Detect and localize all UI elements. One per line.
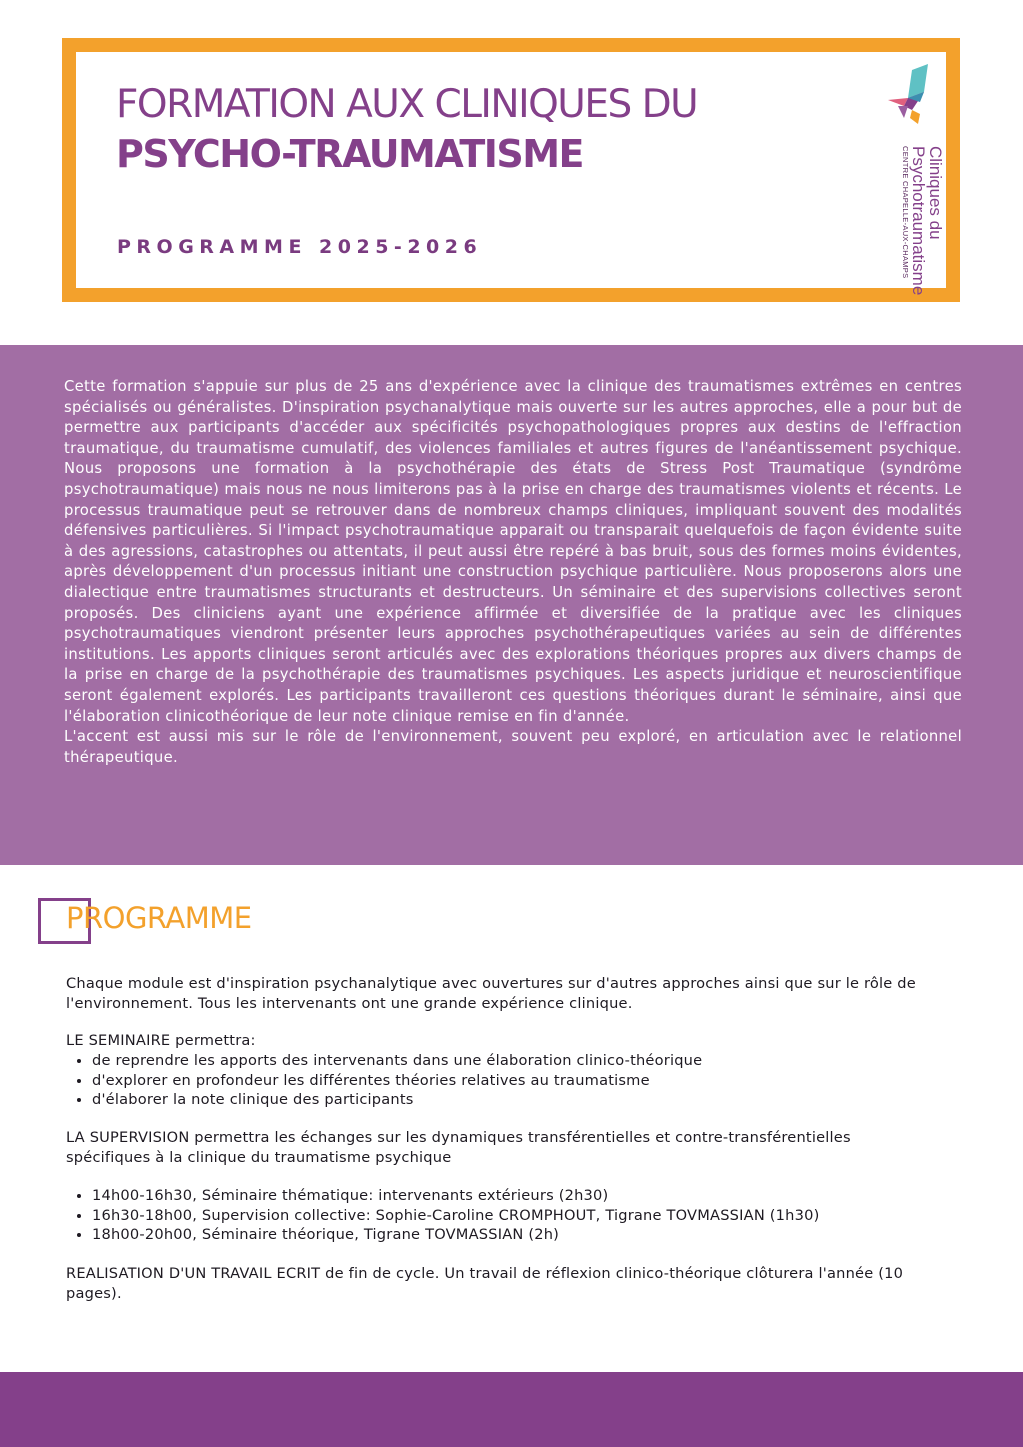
header-frame bbox=[62, 38, 960, 302]
logo-line-1: Cliniques du bbox=[926, 146, 945, 240]
logo-line-3: CENTRE CHAPELLE-AUX-CHAMPS bbox=[901, 146, 910, 279]
origami-bird-icon bbox=[874, 62, 934, 132]
schedule-item: • 16h30-18h00, Supervision collective: Sophie-Caroline CROMPHOUT, Tigrane TOVMASSIAN (1h30) bbox=[92, 1206, 819, 1226]
title-line-2: PSYCHO-TRAUMATISME bbox=[116, 132, 584, 176]
travail-text: de fin de cycle. Un travail de réflexion clinico-théorique clôturera l'année (10 pages). bbox=[66, 1265, 904, 1302]
seminaire-list bbox=[66, 1051, 702, 1110]
schedule-list bbox=[66, 1186, 819, 1245]
list-item: • de reprendre les apports des intervenants dans une élaboration clinico-théorique bbox=[92, 1051, 702, 1071]
travail-label: REALISATION D'UN TRAVAIL ECRIT bbox=[66, 1265, 321, 1282]
intro-section bbox=[0, 345, 1023, 865]
schedule-item: • 18h00-20h00, Séminaire théorique, Tigrane TOVMASSIAN (2h) bbox=[92, 1225, 819, 1245]
programme-year: PROGRAMME 2025-2026 bbox=[117, 236, 483, 258]
supervision-text: LA SUPERVISION permettra les échanges sur les dynamiques transférentielles et contre-transférentielles spécifiques à la clinique du traumatisme psychique bbox=[66, 1129, 851, 1166]
list-item: • d'explorer en profondeur les différentes théories relatives au traumatisme bbox=[92, 1071, 702, 1091]
programme-intro: Chaque module est d'inspiration psychanalytique avec ouvertures sur d'autres approches ainsi que sur le rôle de l'environnement. Tous les intervenants ont une grande expérience clinique. bbox=[66, 975, 916, 1012]
intro-text-environment: L'accent est aussi mis sur le rôle de l'environnement, souvent peu exploré, en articulation avec le relationnel thérapeutique. bbox=[64, 728, 962, 766]
programme-heading: PROGRAMME bbox=[66, 901, 252, 935]
list-item: • d'élaborer la note clinique des participants bbox=[92, 1090, 702, 1110]
logo-wordmark bbox=[900, 146, 944, 295]
clinic-logo bbox=[874, 62, 948, 296]
seminaire-label: LE SEMINAIRE permettra: bbox=[66, 1032, 256, 1049]
schedule-item: • 14h00-16h30, Séminaire thématique: intervenants extérieurs (2h30) bbox=[92, 1186, 819, 1206]
travail-ecrit bbox=[66, 1264, 926, 1303]
title-line-1: FORMATION AUX CLINIQUES DU bbox=[116, 82, 698, 127]
intro-text-main: Cette formation s'appuie sur plus de 25 ans d'expérience avec la clinique des traumatismes extrêmes en centres spécialisés ou généralistes. D'inspiration psychanalytique mais ouverte sur les autres approches, elle a pour but de permettre aux participants d'accéder aux spécificités psychopathologiques propres aux destins de l'effraction traumatique, du traumatisme cumulatif, des violences familiales et autres figures de l'anéantissement psychique. Nous proposons une formation à la psychothérapie des états de Stress Post Traumatique (syndrôme psychotraumatique) mais nous ne nous limiterons pas à la prise en charge des traumatismes violents et récents. Le processus traumatique peut se retrouver dans de nombreux champs cliniques, impliquant souvent des modalités défensives particulières. Si l'impact psychotraumatique apparait ou transparait quelquefois de façon évidente suite à des agressions, catastrophes ou attentats, il peut aussi être repéré à bas bruit, sous des formes moins évidentes, après développement d'un processus initiant une construction psychique particulière. Nous proposerons alors une dialectique entre traumatismes structurants et destructeurs. Un séminaire et des supervisions collectives seront proposés. Des cliniciens ayant une expérience affirmée et diversifiée de la pratique avec les cliniques psychotraumatiques viendront présenter leurs approches psychothérapeutiques variées au sein de différentes institutions. Les apports cliniques seront articulés avec des explorations théoriques propres aux divers champs de la prise en charge de la psychothérapie des traumatismes psychiques. Les aspects juridique et neuroscientifique seront également explorés. Les participants travailleront ces questions théoriques durant le séminaire, ainsi que l'élaboration clinicothéorique de leur note clinique remise en fin d'année. bbox=[64, 378, 962, 725]
intro-paragraph bbox=[64, 377, 962, 768]
footer-band bbox=[0, 1372, 1023, 1447]
logo-line-2: Psychotraumatisme bbox=[909, 146, 928, 296]
